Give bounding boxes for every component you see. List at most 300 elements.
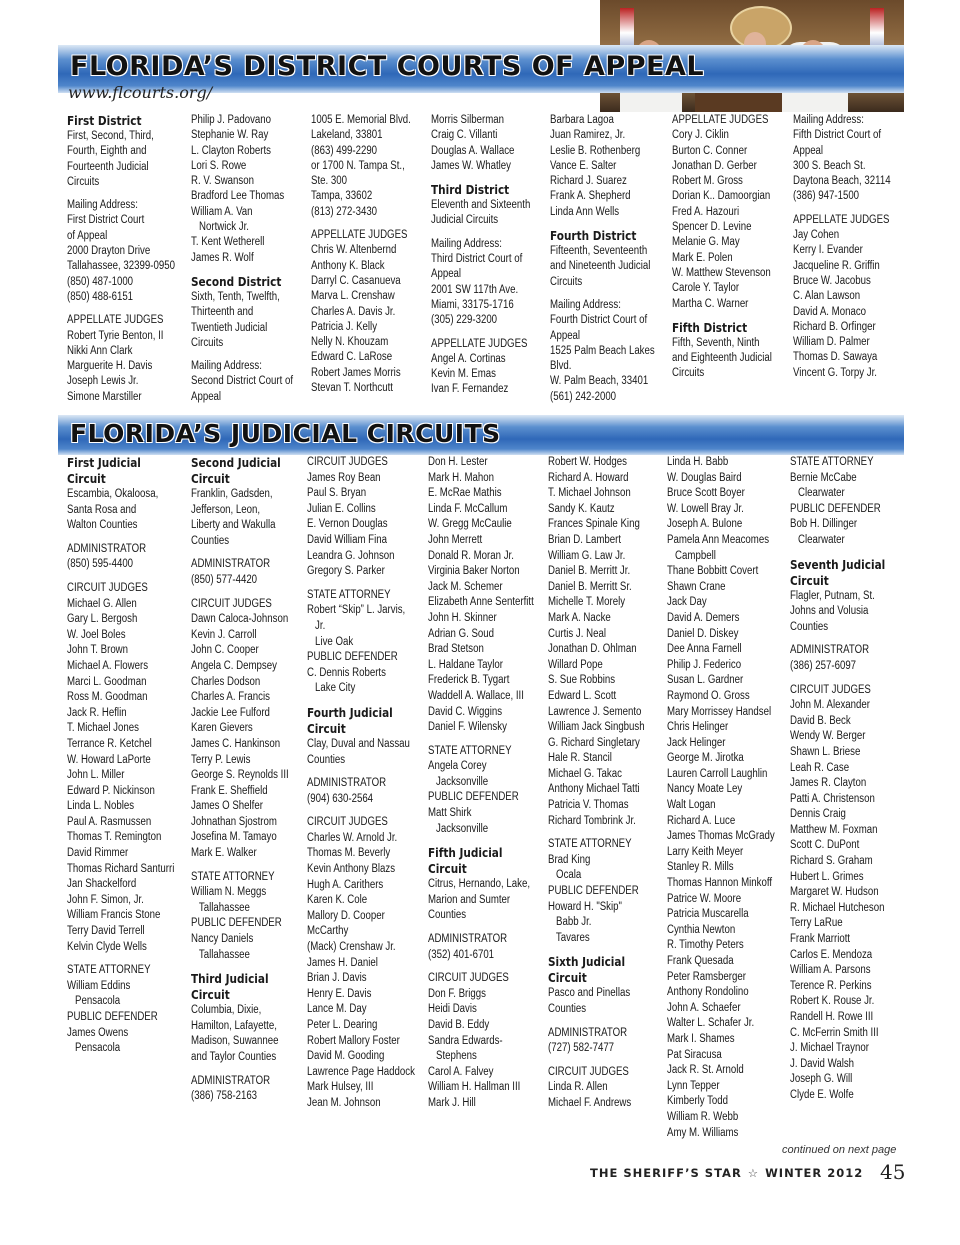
list-item: APPELLATE JUDGES [67, 314, 164, 327]
list-item: Dennis Craig [790, 808, 846, 821]
list-item: Bernie McCabe [790, 471, 857, 484]
spacer [428, 736, 534, 744]
list-item: Jack Day [667, 596, 707, 609]
list-item: Tampa, 33602 [311, 190, 373, 203]
list-item: Linda H. Babb [667, 456, 729, 468]
list-item: Charles A. Davis Jr. [311, 305, 396, 318]
spacer [191, 862, 289, 870]
list-item: Lauren Carroll Laughlin [667, 767, 768, 780]
list-item: (904) 630-2564 [307, 792, 374, 805]
list-item: Barbara Lagoa [550, 114, 614, 126]
list-item: G. Richard Singletary [548, 736, 640, 749]
list-item: Patricia Muscarella [667, 908, 749, 921]
list-item: Sandy K. Kautz [548, 502, 615, 515]
list-item: Fourth, Eighth and [67, 145, 147, 158]
list-item: Joseph G. Will [790, 1073, 853, 1086]
list-item: PUBLIC DEFENDER [307, 651, 398, 664]
spacer [191, 266, 293, 274]
judicial-circuits-banner [58, 415, 904, 455]
spacer [431, 229, 530, 237]
list-item: Judicial Circuits [431, 214, 499, 227]
list-item: John Merrett [428, 533, 483, 546]
list-item: Stephens [428, 1050, 477, 1063]
list-item: Mallory D. Cooper [307, 909, 385, 922]
list-item: Kevin J. Carroll [191, 628, 257, 641]
spacer [431, 174, 530, 182]
list-item: Jefferson, Leon, [191, 503, 261, 516]
list-item: (Mack) Crenshaw Jr. [307, 941, 396, 954]
list-item: Clearwater [790, 533, 845, 546]
list-item: James C. Hankinson [191, 737, 281, 750]
list-item: Linda Ann Wells [550, 205, 620, 218]
list-item: Franklin, Gadsden, [191, 488, 273, 500]
section-heading: Fifth Judicial [428, 845, 503, 861]
list-item: Fifth, Seventh, Ninth [672, 336, 760, 349]
list-item: Johnathan Sjostrom [191, 815, 277, 828]
list-item: Raymond O. Gross [667, 689, 750, 702]
list-item: Counties [307, 753, 346, 766]
list-item: STATE ATTORNEY [307, 588, 391, 601]
list-item: APPELLATE JUDGES [311, 229, 408, 242]
list-item: Susan L. Gardner [667, 674, 744, 687]
spacer [191, 1066, 289, 1074]
spacer [67, 955, 174, 963]
list-item: Circuits [550, 275, 583, 288]
list-item: Michael A. Flowers [67, 659, 149, 672]
list-item: Ste. 300 [311, 175, 347, 188]
list-item: Thomas T. Remington [67, 831, 162, 844]
list-item: Melanie G. May [672, 236, 740, 249]
list-item: R. Timothy Peters [667, 939, 744, 952]
list-item: Philip J. Padovano [191, 114, 272, 126]
list-item: Martha C. Warner [672, 297, 749, 310]
list-item: Bob H. Dillinger [790, 518, 858, 531]
list-item: Cynthia Newton [667, 923, 736, 936]
list-item: Stevan T. Northcutt [311, 382, 393, 395]
list-item: James R. Wolf [191, 251, 254, 264]
list-item: Bruce W. Jacobus [793, 274, 871, 287]
list-item: Richard A. Luce [667, 814, 736, 827]
list-item: Linda F. McCallum [428, 502, 508, 515]
list-item: Darryl C. Casanueva [311, 274, 401, 287]
list-item: John L. Miller [67, 769, 125, 782]
list-item: Don F. Briggs [428, 987, 486, 1000]
list-item: Gary L. Bergosh [67, 613, 138, 626]
spacer [428, 837, 534, 845]
list-item: CIRCUIT JUDGES [67, 581, 148, 594]
list-item: Frederick B. Tygart [428, 674, 510, 687]
text-column [191, 455, 289, 1105]
list-item: R. Michael Hutcheson [790, 901, 885, 914]
list-item: 1005 E. Memorial Blvd. [311, 114, 411, 126]
list-item: Jr. [307, 619, 326, 632]
list-item: Hale R. Stancil [548, 752, 612, 765]
list-item: (850) 487-1000 [67, 275, 134, 288]
spacer [672, 312, 772, 320]
list-item: Jack R. Heflin [67, 706, 127, 719]
list-item: First District Court [67, 214, 145, 227]
list-item: 300 S. Beach St. [793, 159, 866, 172]
list-item: E. Vernon Douglas [307, 518, 388, 531]
section-heading: Third District [431, 182, 510, 198]
list-item: James W. Whatley [431, 159, 511, 172]
list-item: Lance M. Day [307, 1003, 367, 1016]
list-item: David Rimmer [67, 847, 129, 860]
list-item: Mailing Address: [191, 360, 262, 373]
list-item: ADMINISTRATOR [548, 1026, 628, 1039]
section-heading: Sixth Judicial [548, 954, 626, 970]
list-item: Daniel B. Merritt Sr. [548, 580, 632, 593]
list-item: Johns and Volusia [790, 605, 869, 618]
section-heading: Circuit [790, 572, 829, 588]
text-column [311, 113, 411, 396]
list-item: Marion and Sumter [428, 893, 511, 906]
section-heading: Fourth Judicial [307, 704, 393, 720]
list-item: John C. Cooper [191, 644, 259, 657]
list-item: Nikki Ann Clark [67, 344, 133, 357]
list-item: PUBLIC DEFENDER [428, 791, 519, 804]
text-column [307, 455, 415, 1112]
list-item: APPELLATE JUDGES [793, 213, 890, 226]
list-item: George S. Reynolds III [191, 769, 289, 782]
list-item: Babb Jr. [548, 916, 592, 929]
list-item: Santa Rosa and [67, 503, 137, 516]
list-item: Frances Spinale King [548, 518, 640, 531]
list-item: 2001 SW 117th Ave. [431, 283, 519, 296]
spacer [67, 190, 175, 198]
list-item: John A. Schaefer [667, 1001, 741, 1014]
section-heading: Third Judicial [191, 971, 269, 987]
list-item: Clearwater [790, 487, 845, 500]
list-item: Counties [548, 1003, 587, 1015]
list-item: William Francis Stone [67, 909, 161, 922]
list-item: C. McFerrin Smith III [790, 1026, 879, 1039]
list-item: Hugh A. Carithers [307, 878, 384, 891]
list-item: W. Palm Beach, 33401 [550, 375, 649, 388]
list-item: Circuits [672, 367, 705, 380]
list-item: Pensacola [67, 995, 121, 1008]
list-item: Craig C. Villanti [431, 129, 498, 142]
list-item: Second District Court of [191, 375, 294, 388]
list-item: Frank E. Sheffield [191, 784, 268, 797]
list-item: Appeal [793, 144, 824, 157]
list-item: Miami, 33175-1716 [431, 298, 514, 311]
issue-date: WINTER 2012 [765, 1166, 864, 1180]
list-item: Shawn L. Briese [790, 745, 861, 758]
list-item: Columbia, Dixie, [191, 1004, 262, 1017]
spacer [191, 589, 289, 597]
list-item: Robert M. Gross [672, 175, 743, 188]
list-item: Pamela Ann Meacomes [667, 533, 770, 546]
list-item: Amy M. Williams [667, 1126, 739, 1139]
spacer [793, 205, 891, 213]
list-item: Kevin M. Emas [431, 368, 496, 381]
list-item: STATE ATTORNEY [790, 456, 874, 468]
list-item: Nelly N. Khouzam [311, 336, 389, 349]
list-item: T. Michael Johnson [548, 487, 631, 500]
spacer [307, 580, 415, 588]
list-item: Brian D. Lambert [548, 533, 622, 546]
list-item: Anthony K. Black [311, 259, 385, 272]
list-item: Circuits [191, 336, 224, 349]
list-item: Linda R. Allen [548, 1081, 608, 1094]
spacer [428, 963, 534, 971]
list-item: S. Sue Robbins [548, 674, 616, 687]
list-item: Jack Helinger [667, 736, 726, 749]
spacer [548, 946, 645, 954]
list-item: James Owens [67, 1026, 129, 1039]
list-item: Fifteenth, Seventeenth [550, 245, 648, 258]
continued-note: continued on next page [782, 1144, 897, 1156]
list-item: Campbell [667, 549, 716, 562]
list-item: James Thomas McGrady [667, 830, 775, 843]
list-item: PUBLIC DEFENDER [67, 1011, 158, 1023]
spacer [428, 924, 534, 932]
list-item: Pat Siracusa [667, 1048, 722, 1061]
list-item: Third District Court of [431, 253, 523, 266]
list-item: Thomas D. Sawaya [793, 351, 878, 364]
list-item: Hubert L. Grimes [790, 870, 864, 883]
list-item: Heidi Davis [428, 1003, 477, 1016]
list-item: Ross M. Goodman [67, 691, 148, 704]
list-item: Frank A. Shepherd [550, 190, 631, 203]
list-item: L. Clayton Roberts [191, 144, 272, 157]
list-item: William R. Webb [667, 1110, 739, 1123]
list-item: James R. Clayton [790, 777, 867, 790]
section-heading: Circuit [307, 720, 346, 736]
list-item: (727) 582-7477 [548, 1042, 615, 1055]
list-item: James O Shelfer [191, 800, 263, 813]
list-item: Leah R. Case [790, 761, 850, 774]
list-item: and Nineteenth Judicial [550, 260, 651, 273]
section-heading: Seventh Judicial [790, 556, 886, 572]
list-item: J. David Walsh [790, 1057, 855, 1070]
list-item: of Appeal [67, 229, 108, 242]
list-item: Don H. Lester [428, 456, 488, 468]
list-item: (561) 242-2000 [550, 390, 617, 403]
list-item: Larry Keith Meyer [667, 845, 744, 858]
list-item: Philip J. Federico [667, 658, 742, 671]
spacer [790, 549, 885, 557]
list-item: Lawrence Page Haddock [307, 1065, 415, 1078]
list-item: David William Fina [307, 533, 387, 546]
list-item: ADMINISTRATOR [191, 1074, 271, 1087]
spacer [191, 549, 289, 557]
list-item: Blvd. [550, 360, 572, 373]
spacer [67, 305, 175, 313]
list-item: Hamilton, Lafayette, [191, 1019, 277, 1032]
list-item: Elizabeth Anne Senterfitt [428, 596, 534, 609]
list-item: Eleventh and Sixteenth [431, 199, 531, 212]
list-item: W. Howard LaPorte [67, 753, 151, 766]
section-heading: Circuit [428, 861, 467, 877]
list-item: Douglas A. Wallace [431, 144, 515, 157]
list-item: Ocala [548, 869, 582, 882]
list-item: STATE ATTORNEY [191, 870, 275, 883]
list-item: Jean M. Johnson [307, 1096, 381, 1109]
list-item: Jackie Lee Fulford [191, 706, 270, 719]
list-item: David B. Eddy [428, 1019, 490, 1031]
list-item: Willard Pope [548, 658, 603, 671]
list-item: Angela C. Dempsey [191, 659, 277, 672]
list-item: Stanley R. Mills [667, 861, 734, 874]
list-item: Mark E. Polen [672, 251, 733, 264]
list-item: Patricia J. Kelly [311, 320, 378, 333]
list-item: Nancy Moate Ley [667, 783, 743, 796]
list-item: (352) 401-6701 [428, 948, 495, 961]
list-item: Counties [790, 620, 829, 633]
list-item: Dawn Caloca-Johnson [191, 613, 289, 626]
list-item: David A. Monaco [793, 305, 867, 318]
list-item: Wendy W. Berger [790, 730, 866, 743]
list-item: Carlos E. Mendoza [790, 948, 873, 961]
list-item: ADMINISTRATOR [67, 542, 147, 555]
page-number: 45 [880, 1160, 906, 1184]
list-item: Mark I. Shames [667, 1032, 735, 1045]
list-item: Peter Ramsberger [667, 970, 746, 983]
list-item: Randell H. Rowe III [790, 1011, 874, 1023]
list-item: Terry David Terrell [67, 925, 145, 938]
section-heading: Second District [191, 273, 282, 289]
spacer [431, 329, 530, 337]
list-item: Michael G. Takac [548, 767, 622, 780]
list-item: Appeal [191, 390, 222, 403]
list-item: PUBLIC DEFENDER [548, 885, 639, 898]
list-item: Linda L. Nobles [67, 800, 135, 813]
list-item: Terrance R. Ketchel [67, 737, 152, 750]
list-item: Jacksonville [428, 822, 489, 835]
list-item: Dorian K.. Damoorgian [672, 190, 771, 203]
list-item: Robert W. Hodges [548, 456, 627, 468]
text-column [550, 113, 655, 405]
list-item: Peter L. Dearing [307, 1019, 378, 1031]
text-column [672, 113, 772, 382]
list-item: David M. Gooding [307, 1050, 385, 1063]
list-item: Michelle T. Morely [548, 596, 626, 609]
spacer [548, 1057, 645, 1065]
list-item: Carol A. Falvey [428, 1065, 494, 1078]
section-heading: Second Judicial [191, 455, 281, 470]
list-item: Mailing Address: [431, 237, 502, 250]
list-item: 1525 Palm Beach Lakes [550, 344, 655, 357]
list-item: Live Oak [307, 635, 354, 648]
list-item: Chris W. Altenbernd [311, 244, 397, 257]
list-item: ADMINISTRATOR [790, 644, 870, 657]
list-item: Fred A. Hazouri [672, 205, 740, 218]
list-item: Pensacola [67, 1042, 121, 1055]
list-item: Thomas Hannon Minkoff [667, 877, 773, 890]
list-item: Kerry I. Evander [793, 244, 863, 257]
list-item: William D. Palmer [793, 336, 870, 349]
list-item: First, Second, Third, [67, 130, 154, 142]
list-item: Spencer D. Levine [672, 221, 752, 234]
section-title: FLORIDA’S JUDICIAL CIRCUITS [70, 419, 501, 448]
list-item: Robert Tyrie Benton, II [67, 329, 164, 342]
list-item: Twentieth Judicial [191, 321, 268, 334]
list-item: Cory J. Ciklin [672, 129, 729, 142]
list-item: Patrice W. Moore [667, 892, 742, 905]
website-url[interactable]: www.flcourts.org/ [68, 83, 213, 102]
list-item: Daytona Beach, 32114 [793, 175, 891, 188]
list-item: William Eddins [67, 979, 131, 992]
list-item: Charles Dodson [191, 675, 261, 688]
list-item: William A. Parsons [790, 964, 871, 977]
text-column [790, 455, 885, 1104]
list-item: ADMINISTRATOR [428, 933, 508, 946]
list-item: Dee Anna Farnell [667, 643, 742, 656]
star-icon: ☆ [747, 1166, 760, 1180]
section-heading: Fourth District [550, 228, 637, 244]
list-item: Leandra G. Johnson [307, 549, 395, 562]
list-item: Ivan F. Fernandez [431, 383, 509, 396]
text-column [667, 455, 775, 1141]
list-item: Frank Quesada [667, 955, 734, 967]
list-item: Counties [428, 909, 467, 922]
section-heading: Fifth District [672, 319, 748, 335]
list-item: William H. Hallman III [428, 1081, 521, 1094]
list-item: Chris Helinger [667, 721, 729, 734]
list-item: Sixth, Tenth, Twelfth, [191, 290, 280, 303]
list-item: Thomas M. Beverly [307, 847, 391, 860]
list-item: T. Kent Wetherell [191, 236, 265, 249]
list-item: Henry E. Davis [307, 987, 372, 1000]
list-item: John M. Alexander [790, 699, 871, 712]
spacer [307, 697, 415, 705]
spacer [790, 675, 885, 683]
list-item: Thomas Richard Santurri [67, 862, 175, 875]
list-item: Patricia V. Thomas [548, 799, 629, 812]
list-item: Fourteenth Judicial [67, 160, 149, 173]
page-footer [590, 1166, 863, 1180]
list-item: Jan Shackelford [67, 878, 137, 891]
list-item: STATE ATTORNEY [67, 964, 151, 977]
list-item: Robert Mallory Foster [307, 1034, 400, 1047]
list-item: T. Michael Jones [67, 722, 139, 735]
list-item: W. Lowell Bray Jr. [667, 502, 744, 515]
list-item: Mark J. Hill [428, 1096, 476, 1109]
list-item: John H. Skinner [428, 611, 497, 624]
list-item: Matt Shirk [428, 807, 472, 820]
list-item: Lori S. Rowe [191, 159, 247, 172]
list-item: Appeal [550, 329, 581, 342]
magazine-name: THE SHERIFF’S STAR [590, 1166, 742, 1180]
list-item: C. Alan Lawson [793, 290, 861, 303]
list-item: Mark E. Walker [191, 847, 257, 860]
list-item: Escambia, Okaloosa, [67, 488, 159, 500]
list-item: Jack R. St. Arnold [667, 1064, 744, 1077]
list-item: Thane Bobbitt Covert [667, 565, 759, 578]
list-item: PUBLIC DEFENDER [191, 917, 282, 930]
list-item: Shawn Crane [667, 580, 726, 593]
list-item: (386) 947-1500 [793, 190, 860, 203]
list-item: James H. Daniel [307, 956, 378, 969]
list-item: Tallahassee [191, 901, 250, 914]
list-item: CIRCUIT JUDGES [790, 683, 871, 696]
list-item: Robert K. Rouse Jr. [790, 995, 875, 1008]
list-item: (386) 758-2163 [191, 1090, 258, 1103]
list-item: (850) 488-6151 [67, 290, 134, 303]
list-item: and Eighteenth Judicial [672, 352, 772, 365]
list-item: Virginia Baker Norton [428, 565, 520, 578]
section-heading: First Judicial [67, 455, 141, 470]
list-item: Jacksonville [428, 775, 489, 788]
list-item: Daniel F. Wilensky [428, 721, 507, 734]
list-item: McCarthy [307, 925, 349, 938]
spacer [550, 290, 655, 298]
list-item: William Jack Singbush [548, 721, 645, 734]
list-item: Jonathan D. Gerber [672, 159, 757, 172]
list-item: Mailing Address: [793, 114, 864, 126]
